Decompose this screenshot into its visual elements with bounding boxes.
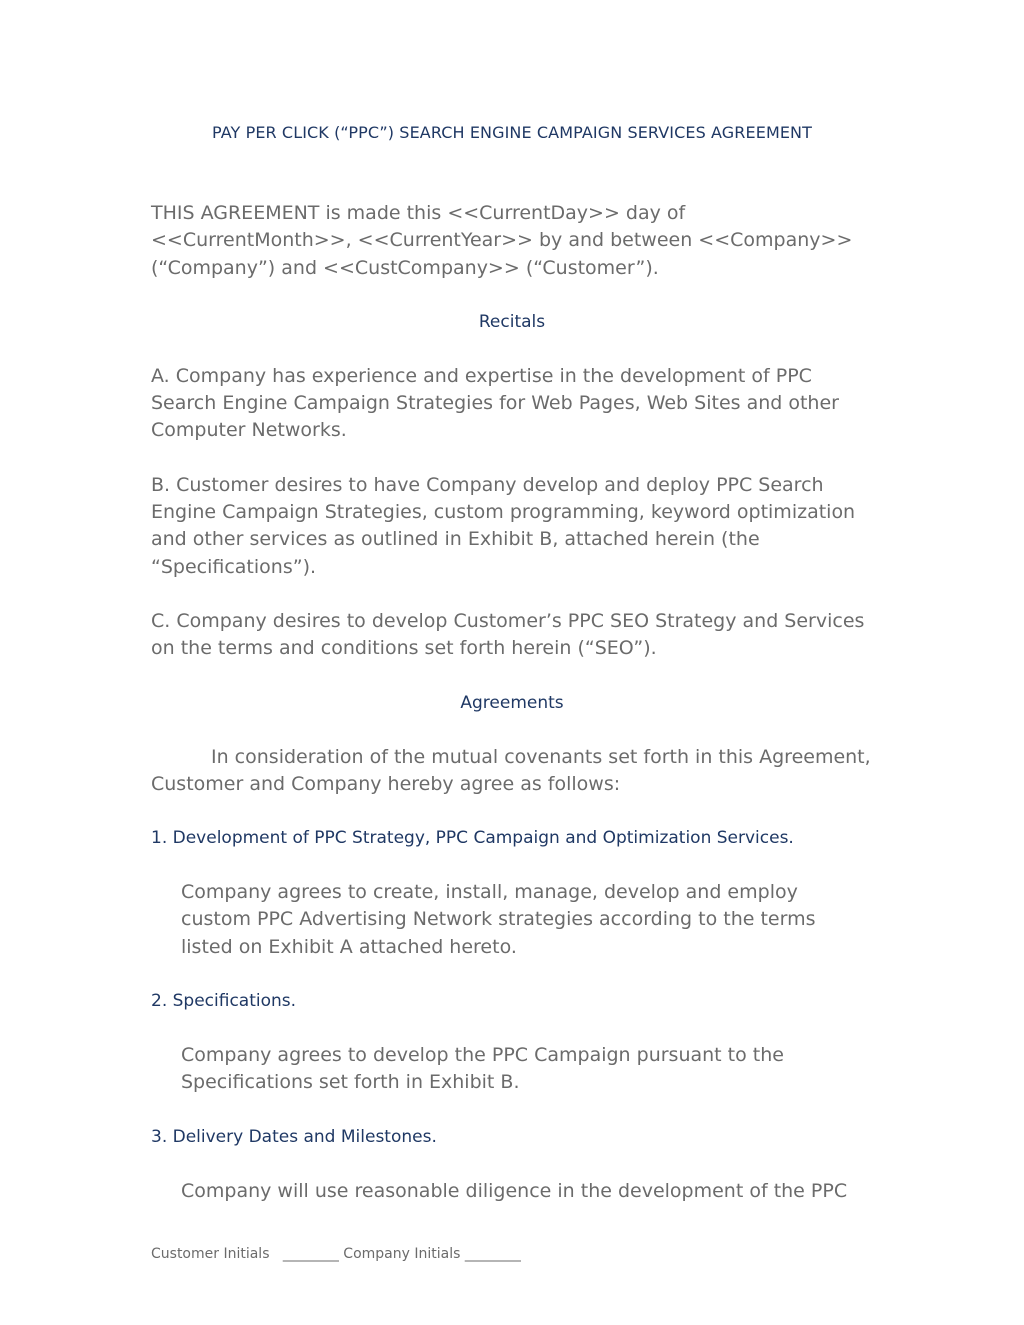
initials-footer: Customer Initials ________ Company Initials ________	[151, 1246, 521, 1262]
intro-paragraph: THIS AGREEMENT is made this <<CurrentDay>> day of <<CurrentMonth>>, <<CurrentYear>> by and between <<Company>> (“Company”) and <<CustCompany>> (“Customer”).	[151, 202, 853, 279]
document-content	[151, 119, 873, 1205]
section-3-heading: 3. Delivery Dates and Milestones.	[151, 1126, 437, 1147]
section-2-body: Company agrees to develop the PPC Campaign pursuant to the Specifications set forth in Exhibit B.	[181, 1044, 784, 1094]
recital-c: C. Company desires to develop Customer’s PPC SEO Strategy and Services on the terms and conditions set forth herein (“SEO”).	[151, 609, 865, 660]
section-1-body: Company agrees to create, install, manage, develop and employ custom PPC Advertising Network strategies according to the terms listed on Exhibit A attached hereto.	[181, 881, 816, 958]
recital-b: B. Customer desires to have Company develop and deploy PPC Search Engine Campaign Strategies, custom programming, keyword optimization and other services as outlined in Exhibit B, attached herein (the “Specifications”).	[151, 473, 856, 578]
agreements-heading: Agreements	[460, 692, 564, 713]
document-title: PAY PER CLICK (“PPC”) SEARCH ENGINE CAMPAIGN SERVICES AGREEMENT	[211, 123, 813, 142]
section-1-heading: 1. Development of PPC Strategy, PPC Campaign and Optimization Services.	[151, 828, 794, 849]
recitals-heading: Recitals	[478, 311, 546, 332]
section-3-body: Company will use reasonable diligence in the development of the PPC	[181, 1179, 848, 1202]
recital-a: A. Company has experience and expertise in the development of PPC Search Engine Campaign Strategies for Web Pages, Web Sites and other Computer Networks.	[151, 364, 839, 442]
section-2-heading: 2. Specifications.	[151, 991, 297, 1012]
consideration-paragraph: In consideration of the mutual covenants set forth in this Agreement, Customer and Company hereby agree as follows:	[151, 745, 871, 795]
